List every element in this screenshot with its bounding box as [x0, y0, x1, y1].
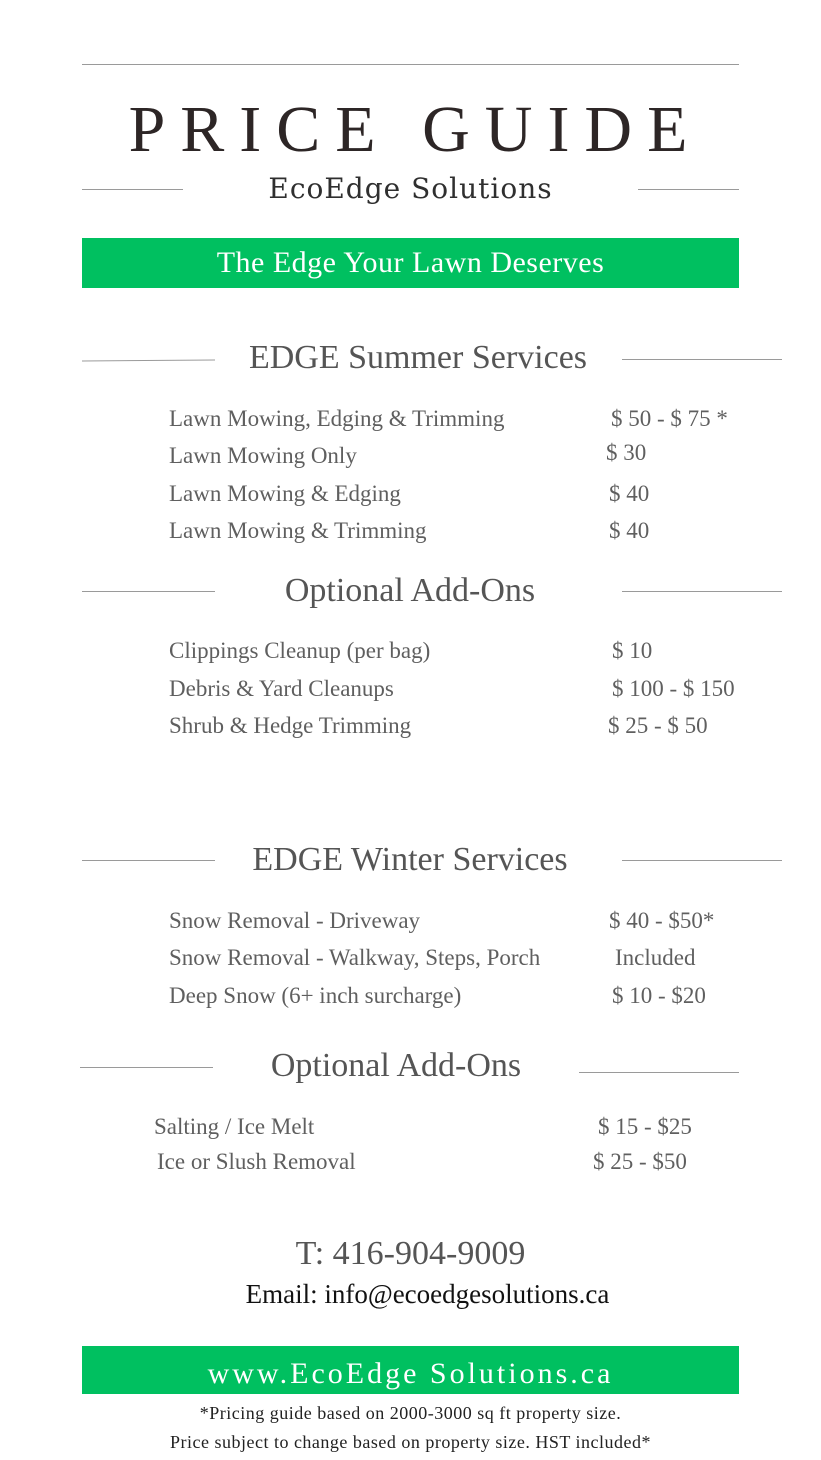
website-banner[interactable]: [82, 1346, 739, 1394]
summer-item-price: $ 40: [609, 481, 650, 506]
page-title: PRICE GUIDE: [128, 93, 703, 166]
summer-item-price: $ 50 - $ 75 *: [611, 406, 728, 431]
contact-email[interactable]: Email: info@ecoedgesolutions.ca: [245, 1279, 610, 1309]
summer-addon-price: $ 25 - $ 50: [608, 713, 708, 738]
winter-item-label: Snow Removal - Walkway, Steps, Porch: [169, 945, 541, 970]
winter-item-label: Deep Snow (6+ inch surcharge): [169, 983, 462, 1008]
website-link[interactable]: www.EcoEdge Solutions.ca: [207, 1357, 614, 1390]
summer-item-label: Lawn Mowing Only: [169, 443, 357, 468]
winter-item-price: $ 40 - $50*: [609, 908, 715, 933]
summer-item-label: Lawn Mowing & Edging: [169, 481, 401, 506]
summer-addon-label: Clippings Cleanup (per bag): [169, 638, 431, 663]
tagline-text: The Edge Your Lawn Deserves: [216, 246, 605, 279]
winter-addons-divider-left: [80, 1067, 213, 1068]
winter-item-label: Snow Removal - Driveway: [169, 908, 421, 933]
summer-addons-title: Optional Add-Ons: [284, 572, 536, 609]
winter-item-price: Included: [615, 945, 696, 970]
summer-divider-left: [82, 360, 215, 362]
footnote-line-1: *Pricing guide based on 2000-3000 sq ft property size.: [199, 1403, 622, 1423]
summer-item-price: $ 30: [606, 440, 647, 465]
summer-addon-price: $ 10: [612, 638, 653, 663]
summer-divider-right: [622, 359, 782, 360]
winter-addon-label: Ice or Slush Removal: [157, 1149, 356, 1174]
summer-addon-price: $ 100 - $ 150: [612, 676, 735, 701]
winter-section-title: EDGE Winter Services: [252, 841, 568, 878]
winter-addon-price: $ 25 - $50: [593, 1149, 687, 1174]
winter-item-price: $ 10 - $20: [612, 983, 706, 1008]
contact-phone[interactable]: T: 416-904-9009: [295, 1235, 526, 1272]
summer-addon-label: Shrub & Hedge Trimming: [169, 713, 412, 738]
footnote-line-2: Price subject to change based on property size. HST included*: [169, 1432, 652, 1452]
summer-addon-label: Debris & Yard Cleanups: [169, 676, 394, 701]
winter-addons-title: Optional Add-Ons: [270, 1047, 522, 1084]
summer-item-label: Lawn Mowing, Edging & Trimming: [169, 406, 505, 431]
winter-divider-right: [622, 860, 782, 861]
winter-divider-left: [82, 860, 215, 861]
winter-addon-price: $ 15 - $25: [598, 1114, 692, 1139]
summer-section-title: EDGE Summer Services: [248, 339, 588, 376]
tagline-banner: [82, 238, 739, 288]
summer-item-price: $ 40: [609, 518, 650, 543]
winter-addon-label: Salting / Ice Melt: [154, 1114, 315, 1139]
winter-addons-divider-right: [579, 1072, 739, 1073]
summer-addons-divider-right: [622, 591, 782, 592]
summer-item-label: Lawn Mowing & Trimming: [169, 518, 427, 543]
summer-addons-divider-left: [82, 591, 215, 592]
top-divider: [82, 64, 739, 65]
subtitle-divider-right: [638, 189, 739, 190]
company-name: EcoEdge Solutions: [268, 172, 553, 205]
